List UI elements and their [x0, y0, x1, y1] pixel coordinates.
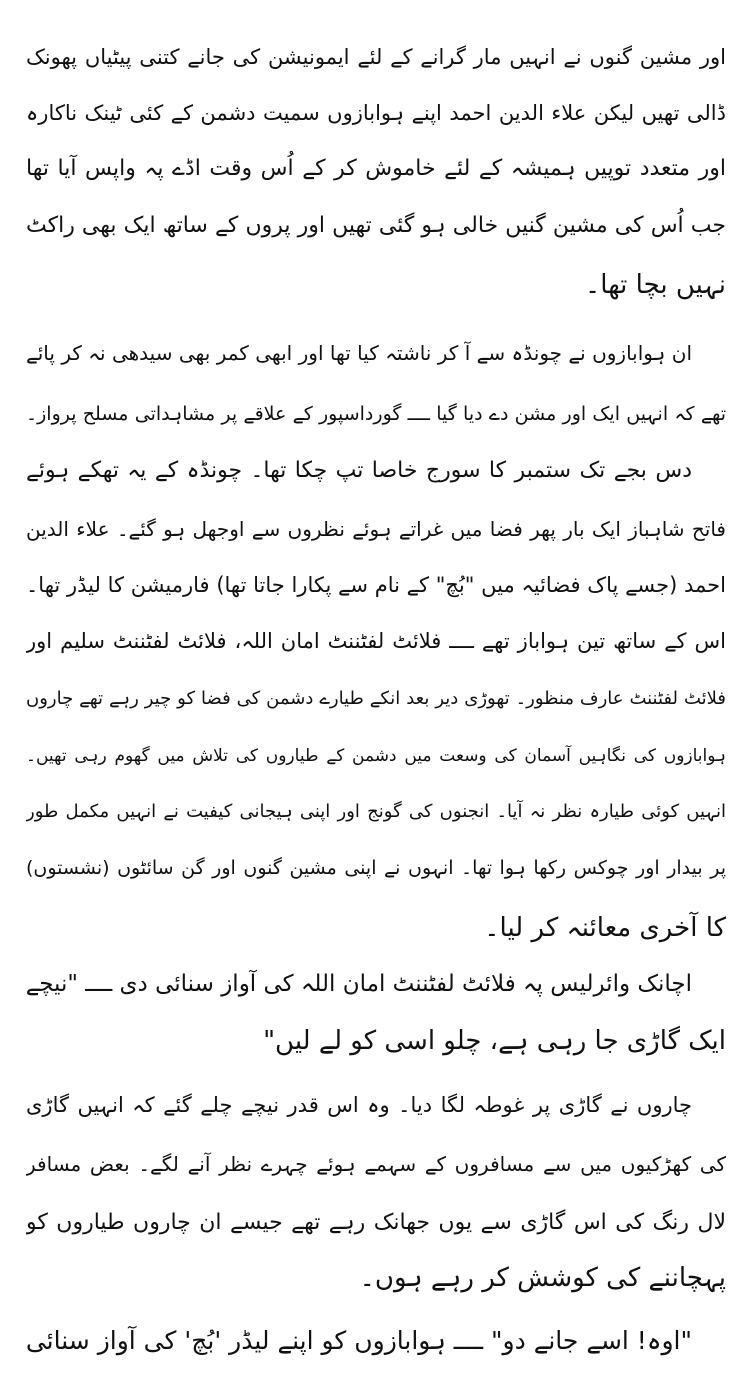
text-line-23: "اوہ! اسے جانے دو" ــــ ہوابازوں کو اپنے لیڈر 'بُچ' کی آواز سنائی [26, 1326, 692, 1355]
text-line-12: فلائٹ لفٹننٹ عارف منظور۔ تھوڑی دیر بعد انکے طیارے دشمن کی فضا کو چیر رہے تھے چاروں [26, 688, 726, 709]
text-line-1: اور مشین گنوں نے انہیں مار گرانے کے لئے ایمونیشن کی جانے کتنی پیٹیاں پھونک [26, 45, 726, 69]
text-line-4: جب اُس کی مشین گنیں خالی ہو گئی تھیں اور پروں کے ساتھ ایک بھی راکٹ [26, 213, 726, 238]
text-line-19: چاروں نے گاڑی پر غوطہ لگا دیا۔ وہ اس قدر نیچے چلے گئے کہ انہیں گاڑی [26, 1093, 692, 1117]
text-line-18: ایک گاڑی جا رہی ہے، چلو اسی کو لے لیں" [263, 1026, 726, 1056]
text-line-11: اس کے ساتھ تین ہواباز تھے ــــ فلائٹ لفٹننٹ امان اللہ، فلائٹ لفٹننٹ سلیم اور [26, 629, 726, 653]
text-line-15: پر بیدار اور چوکس رکھا ہوا تھا۔ انہوں نے اپنی مشین گنوں اور گن سائٹوں (نشستوں) [26, 857, 726, 879]
text-line-5: نہیں بچا تھا۔ [585, 270, 726, 300]
text-line-13: ہوابازوں کی نگاہیں آسمان کی وسعت میں دشمن کے طیاروں کی تلاش میں گھوم رہی تھیں۔ [26, 746, 726, 766]
text-line-22: پہچاننے کی کوشش کر رہے ہوں۔ [359, 1263, 726, 1293]
text-line-20: کی کھڑکیوں میں سے مسافروں کے سہمے ہوئے چہرے نظر آنے لگے۔ بعض مسافر [26, 1152, 726, 1176]
text-line-7: تھے کہ انہیں ایک اور مشن دے دیا گیا ــــ گورداسپور کے علاقے پر مشاہداتی مسلح پرواز۔ [26, 403, 726, 425]
text-line-8: دس بجے تک ستمبر کا سورج خاصا تپ چکا تھا۔ چونڈہ کے یہ تھکے ہوئے [26, 458, 692, 483]
text-line-6: ان ہوابازوں نے چونڈہ سے آ کر ناشتہ کیا تھا اور ابھی کمر بھی سیدھی نہ کر پائے [26, 341, 692, 365]
text-line-3: اور متعدد توپیں ہمیشہ کے لئے خاموش کر کے اُس وقت اڈے پہ واپس آیا تھا [26, 156, 726, 181]
text-line-21: لال رنگ کی اس گاڑی سے یوں جھانک رہے تھے جیسے ان چاروں طیاروں کو [26, 1210, 726, 1235]
text-line-14: انہیں کوئی طیارہ نظر نہ آیا۔ انجنوں کی گونج اور اپنی ہیجانی کیفیت نے انہیں مکمل طور [26, 801, 726, 822]
text-line-2: ڈالی تھیں لیکن علاء الدین احمد اپنے ہوابازوں سمیت دشمن کے کئی ٹینک ناکارہ [26, 101, 726, 125]
text-line-16: کا آخری معائنہ کر لیا۔ [484, 913, 726, 943]
text-line-10: احمد (جسے پاک فضائیہ میں "بُچ" کے نام سے پکارا جاتا تھا) فارمیشن کا لیڈر تھا۔ [26, 573, 726, 597]
text-line-17: اچانک وائرلیس پہ فلائٹ لفٹننٹ امان اللہ کی آواز سنائی دی ــــ "نیچے [26, 971, 692, 997]
text-line-9: فاتح شاہباز ایک بار پھر فضا میں غراتے ہوئے نظروں سے اوجھل ہو گئے۔ علاء الدین [26, 517, 726, 541]
